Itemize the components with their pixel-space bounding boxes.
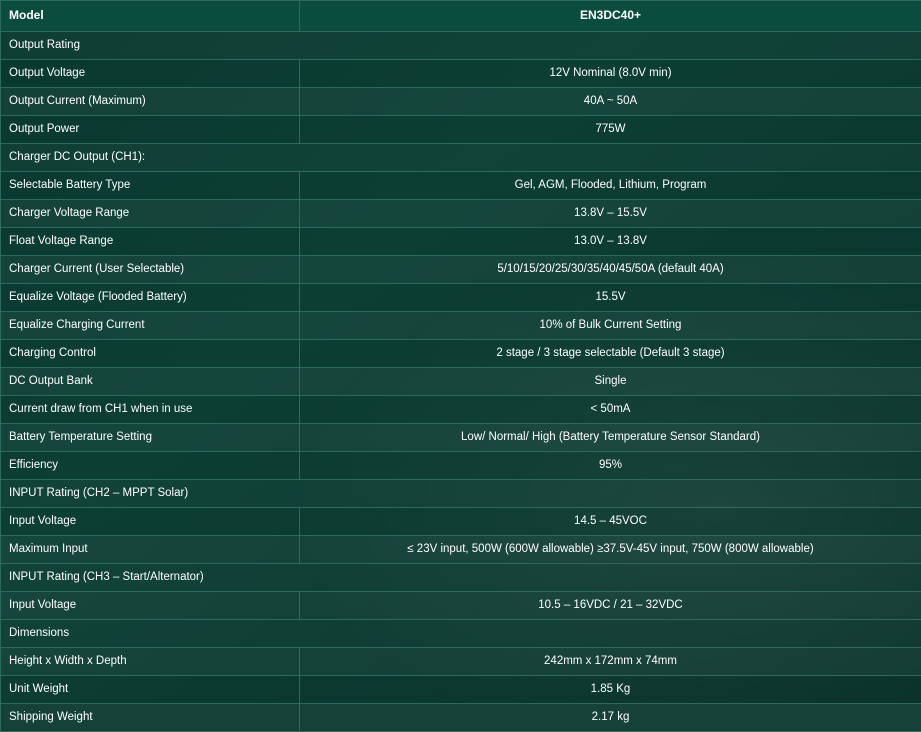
row-value: 95% [300, 452, 921, 480]
row-label: Output Current (Maximum) [1, 88, 300, 116]
table-row [1, 368, 921, 396]
table-row [1, 88, 921, 116]
row-value: 1.85 Kg [300, 676, 921, 704]
row-value: 14.5 – 45VOC [300, 508, 921, 536]
row-value: 242mm x 172mm x 74mm [300, 648, 921, 676]
row-value: Gel, AGM, Flooded, Lithium, Program [300, 172, 921, 200]
row-label: Current draw from CH1 when in use [1, 396, 300, 424]
row-label: Charging Control [1, 340, 300, 368]
row-label: Equalize Voltage (Flooded Battery) [1, 284, 300, 312]
row-value: 13.0V – 13.8V [300, 228, 921, 256]
row-label: Output Voltage [1, 60, 300, 88]
row-value: 5/10/15/20/25/30/35/40/45/50A (default 40A) [300, 256, 921, 284]
table-section-row [1, 144, 921, 172]
row-label: Charger Current (User Selectable) [1, 256, 300, 284]
row-label: Height x Width x Depth [1, 648, 300, 676]
row-label: Equalize Charging Current [1, 312, 300, 340]
table-row [1, 172, 921, 200]
table-header-row [1, 1, 921, 32]
table-section-row [1, 480, 921, 508]
row-label: Unit Weight [1, 676, 300, 704]
table-row [1, 452, 921, 480]
table-row [1, 424, 921, 452]
row-value: Low/ Normal/ High (Battery Temperature Sensor Standard) [300, 424, 921, 452]
section-label: INPUT Rating (CH3 – Start/Alternator) [1, 564, 921, 592]
row-value: 12V Nominal (8.0V min) [300, 60, 921, 88]
table-row [1, 116, 921, 144]
table-section-row [1, 564, 921, 592]
section-label: Charger DC Output (CH1): [1, 144, 921, 172]
row-label: Shipping Weight [1, 704, 300, 732]
row-value: 2 stage / 3 stage selectable (Default 3 stage) [300, 340, 921, 368]
row-value: 10.5 – 16VDC / 21 – 32VDC [300, 592, 921, 620]
row-label: Battery Temperature Setting [1, 424, 300, 452]
table-row [1, 508, 921, 536]
table-row [1, 704, 921, 732]
table-row [1, 312, 921, 340]
row-value: 10% of Bulk Current Setting [300, 312, 921, 340]
table-row [1, 200, 921, 228]
header-label-cell: Model [1, 1, 300, 32]
table-row [1, 284, 921, 312]
row-label: Selectable Battery Type [1, 172, 300, 200]
row-value: 15.5V [300, 284, 921, 312]
row-label: DC Output Bank [1, 368, 300, 396]
row-value: ≤ 23V input, 500W (600W allowable) ≥37.5V-45V input, 750W (800W allowable) [300, 536, 921, 564]
table-row [1, 592, 921, 620]
table-row [1, 648, 921, 676]
table-row [1, 60, 921, 88]
row-label: Charger Voltage Range [1, 200, 300, 228]
row-label: Efficiency [1, 452, 300, 480]
specification-table-body [1, 1, 921, 732]
row-value: 40A ~ 50A [300, 88, 921, 116]
table-row [1, 340, 921, 368]
row-label: Output Power [1, 116, 300, 144]
row-label: Float Voltage Range [1, 228, 300, 256]
table-section-row [1, 620, 921, 648]
table-row [1, 228, 921, 256]
row-label: Input Voltage [1, 508, 300, 536]
table-row [1, 536, 921, 564]
section-label: INPUT Rating (CH2 – MPPT Solar) [1, 480, 921, 508]
row-label: Maximum Input [1, 536, 300, 564]
section-label: Dimensions [1, 620, 921, 648]
table-row [1, 256, 921, 284]
row-value: 13.8V – 15.5V [300, 200, 921, 228]
row-value: < 50mA [300, 396, 921, 424]
table-row [1, 676, 921, 704]
row-value: 775W [300, 116, 921, 144]
row-label: Input Voltage [1, 592, 300, 620]
section-label: Output Rating [1, 32, 921, 60]
table-section-row [1, 32, 921, 60]
table-row [1, 396, 921, 424]
header-value-cell: EN3DC40+ [300, 1, 921, 32]
row-value: Single [300, 368, 921, 396]
row-value: 2.17 kg [300, 704, 921, 732]
